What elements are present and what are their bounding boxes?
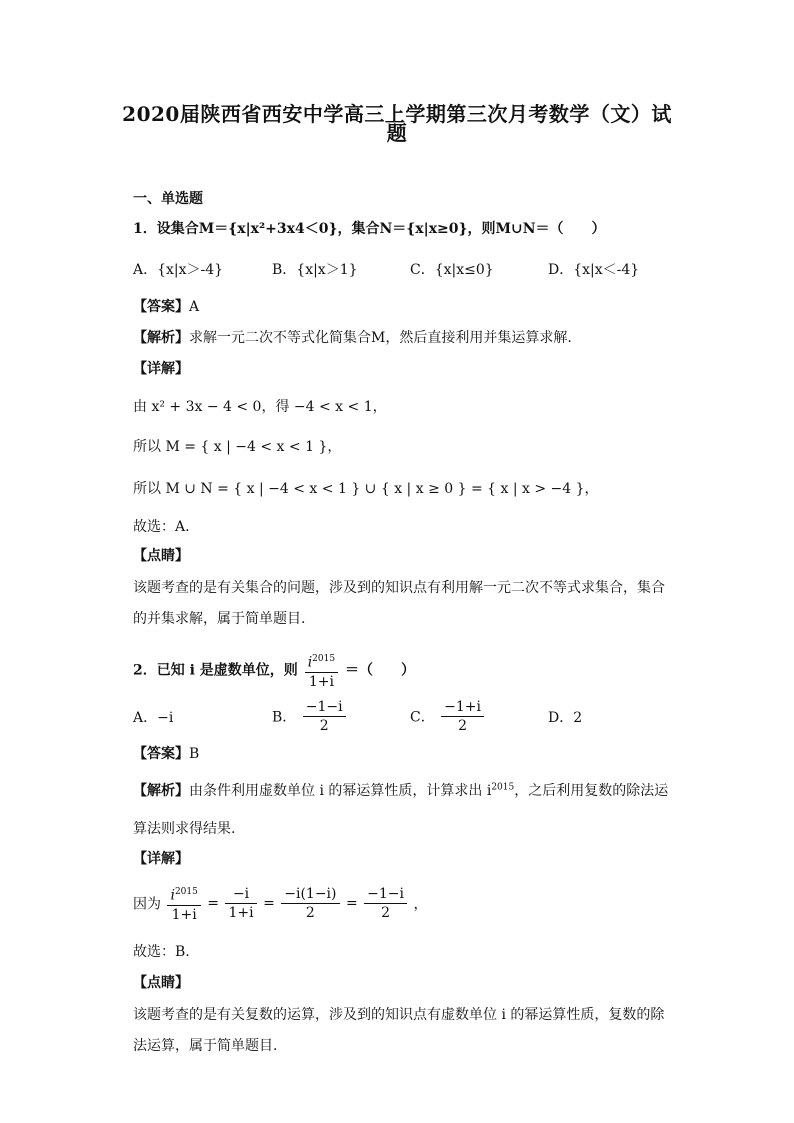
q1-step-2: 所以 M = { x | −4 < x < 1 }，: [133, 439, 342, 455]
q2-stem-fraction: $\frac{i^{2015}}{1+i}$: [305, 650, 338, 691]
answer-tag: 【答案】: [133, 746, 189, 762]
q1-comment-line-1: 该题考查的是有关集合的问题，涉及到的知识点有利用解一元二次不等式求集合，集合: [133, 580, 665, 596]
q1-option-d: D．{x|x＜-4}: [548, 262, 640, 278]
analysis-text: 求解一元二次不等式化简集合M，然后直接利用并集运算求解.: [189, 330, 572, 346]
document-title-line-2: 题: [386, 121, 408, 145]
q2-comment-line-2: 法运算，属于简单题目.: [133, 1038, 278, 1054]
q2-fraction-1: $\frac{i^{2015}}{1+i}$: [167, 883, 200, 924]
q2-stem-suffix: ＝（ ）: [344, 662, 415, 679]
q1-detail-tag: 【详解】: [133, 361, 189, 377]
q2-stem: [133, 650, 415, 691]
q1-option-c: C．{x|x≤0}: [410, 262, 494, 278]
analysis-tag: 【解析】: [133, 330, 189, 346]
q1-analysis: [133, 327, 572, 347]
q2-option-d: D．2: [548, 710, 583, 726]
q2-detail-tag: 【详解】: [133, 851, 189, 867]
q1-step-1: 由 x² + 3x − 4 < 0，得 −4 < x < 1，: [133, 399, 387, 415]
q2-analysis: 【解析】由条件利用虚数单位 i 的幂运算性质，计算求出 $i^{2015}$，之后利用复数的除法运: [133, 782, 669, 799]
q2-option-a: A．−i: [133, 710, 174, 726]
q1-option-b: B．{x|x＞1}: [272, 262, 358, 278]
answer-value: B: [189, 746, 200, 762]
q2-analysis-line-2: 算法则求得结果.: [133, 821, 236, 837]
q2-comment-line-1: 该题考查的是有关复数的运算，涉及到的知识点有虚数单位 i 的幂运算性质，复数的除: [133, 1007, 665, 1023]
answer-tag: 【答案】: [133, 299, 189, 315]
q1-option-a: A．{x|x＞-4}: [133, 262, 224, 278]
q2-fraction-3: $\frac{-i(1-i)}{2}$: [281, 885, 339, 922]
q2-answer: [133, 743, 199, 763]
q1-step-3: 所以 M ∪ N = { x | −4 < x < 1 } ∪ { x | x ≥ 0 } = { x | x > −4 }，: [133, 481, 599, 497]
q2-derivation: 因为 $\frac{i^{2015}}{1+i}$ = $\frac{-i}{1+i}$ = $\frac{-i(1-i)}{2}$ = $\frac{-1-i}{2}$ ，: [133, 883, 427, 924]
q2-choose: 故选：B.: [133, 944, 190, 960]
q2-stem-prefix: 2．已知 i 是虚数单位，则: [133, 662, 298, 679]
document-title-line-1: 2020届陕西省西安中学高三上学期第三次月考数学（文）试: [122, 102, 672, 126]
q2-fraction-2: $\frac{-i}{1+i}$: [225, 885, 256, 922]
section-heading: 一、单选题: [133, 191, 203, 207]
q2-comment-tag: 【点睛】: [133, 975, 189, 991]
analysis-tag: 【解析】: [133, 783, 189, 799]
answer-value: A: [189, 299, 200, 315]
q1-stem: 1．设集合M＝{x|x²+3x4＜0}，集合N＝{x|x≥0}，则M∪N＝（ ）: [133, 221, 606, 237]
q2-fraction-4: $\frac{-1-i}{2}$: [364, 885, 407, 922]
q2-option-c: C． $\frac{-1+i}{2}$: [410, 698, 486, 735]
q1-comment-tag: 【点睛】: [133, 548, 189, 564]
q2-option-b: B． $\frac{-1-i}{2}$: [272, 698, 348, 735]
q1-step-4: 故选：A.: [133, 519, 190, 535]
q1-comment-line-2: 的并集求解，属于简单题目.: [133, 611, 306, 627]
q1-answer: [133, 296, 199, 316]
